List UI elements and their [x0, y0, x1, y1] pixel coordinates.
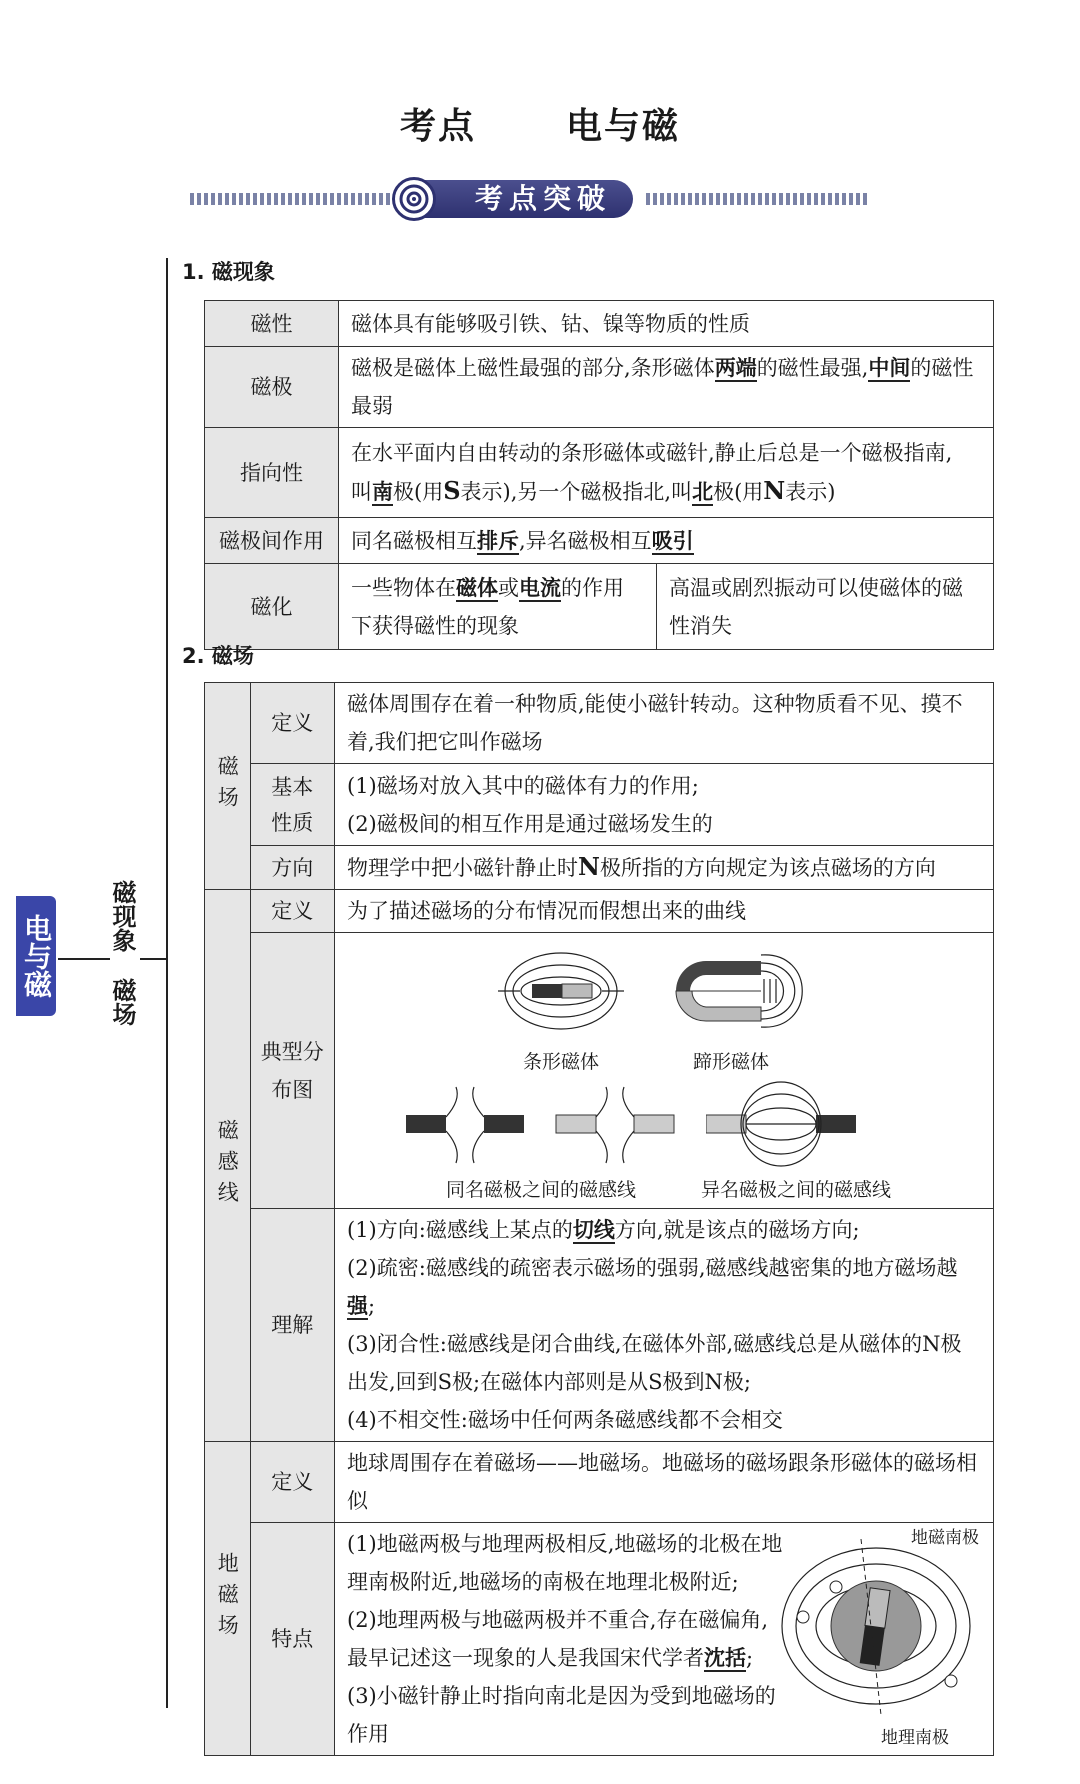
target-icon: [392, 177, 436, 221]
table-row: [205, 764, 994, 846]
table-magnetism: [204, 300, 994, 650]
row-key: 磁化: [205, 564, 339, 650]
row-text: (1)方向:磁感线上某点的切线方向,就是该点的磁场方向; (2)疏密:磁感线的疏密表示磁场的强弱,磁感线越密集的地方磁场越强; (3)闭合性:磁感线是闭合曲线,在磁体外部,磁感线总是从磁体的N极出发,回到S极;在磁体内部则是从S极到N极; (4)不相交性:磁场中任何两条磁感线都不会相交: [335, 1209, 994, 1442]
section1-heading: 1. 磁现象: [182, 260, 275, 284]
table-row: [205, 518, 994, 564]
row-text-right: 高温或剧烈振动可以使磁体的磁性消失: [657, 564, 994, 650]
row-key: 理解: [250, 1209, 334, 1442]
table-row: [205, 347, 994, 428]
like-poles-figure: [406, 1085, 676, 1165]
table-row: [205, 890, 994, 933]
row-text: 磁极是磁体上磁性最强的部分,条形磁体两端的磁性最强,中间的磁性最弱: [339, 347, 994, 428]
table-row: [205, 846, 994, 890]
table-row: [205, 1209, 994, 1442]
connector-line-2: [140, 958, 166, 960]
connector-line: [58, 958, 110, 960]
row-text: 地球周围存在着磁场——地磁场。地磁场的磁场跟条形磁体的磁场相似: [335, 1442, 994, 1523]
caption-unlike-poles: 异名磁极之间的磁感线: [700, 1178, 891, 1201]
row-key: 基本性质: [250, 764, 334, 846]
group-field: 磁场: [205, 683, 251, 890]
page-title: [0, 98, 1080, 149]
row-text-left: 一些物体在磁体或电流的作用 下获得磁性的现象: [339, 564, 657, 650]
row-text: (1)地磁两极与地理两极相反,地磁场的北极在地理南极附近,地磁场的南极在地理北极附近; (2)地理两极与地磁两极并不重合,存在磁偏角,最早记述这一现象的人是我国宋代学者沈括; (3)小磁针静止时指向南北是因为受到地磁场的作用 地磁南极 地理南极: [335, 1523, 994, 1756]
caption-horseshoe: 蹄形磁体: [692, 1050, 769, 1073]
row-text: 在水平面内自由转动的条形磁体或磁针,静止后总是一个磁极指南, 叫南极(用S表示),另一个磁极指北,叫北极(用N表示): [339, 428, 994, 518]
banner-dash-left: [190, 193, 390, 205]
table-row: [205, 564, 994, 650]
group-lines: 磁感线: [205, 890, 251, 1442]
row-text: 磁体具有能够吸引铁、钴、镍等物质的性质: [339, 301, 994, 347]
row-key: 磁极间作用: [205, 518, 339, 564]
brace: [166, 258, 182, 1708]
branch-label-field: 磁场: [108, 978, 136, 1026]
row-text: 同名磁极相互排斥,异名磁极相互吸引: [339, 518, 994, 564]
banner-label: 考点突破: [403, 180, 633, 218]
banner-dash-right: [646, 193, 870, 205]
row-text: 物理学中把小磁针静止时N极所指的方向规定为该点磁场的方向: [335, 846, 994, 890]
unlike-poles-figure: [706, 1081, 856, 1167]
row-key: 定义: [250, 1442, 334, 1523]
field-line-figures: [335, 933, 994, 1209]
table-row: [205, 683, 994, 764]
title-part2: 电与磁: [566, 106, 681, 147]
label-geomagnetic-south: 地磁南极: [911, 1528, 979, 1548]
earth-field-figure: [781, 1531, 981, 1721]
group-earth: 地磁场: [205, 1442, 251, 1756]
table-field: [204, 682, 994, 1756]
horseshoe-magnet-figure: [666, 941, 816, 1041]
table-row: [205, 933, 994, 1209]
side-tag: 电与磁: [16, 896, 56, 1016]
row-text: 为了描述磁场的分布情况而假想出来的曲线: [335, 890, 994, 933]
caption-like-poles: 同名磁极之间的磁感线: [445, 1178, 636, 1201]
caption-bar: 条形磁体: [522, 1050, 599, 1073]
title-part1: 考点: [399, 106, 476, 147]
row-text: 磁体周围存在着一种物质,能使小磁针转动。这种物质看不见、摸不着,我们把它叫作磁场: [335, 683, 994, 764]
section-banner: [190, 180, 870, 218]
table-row: [205, 428, 994, 518]
row-text: (1)磁场对放入其中的磁体有力的作用; (2)磁极间的相互作用是通过磁场发生的: [335, 764, 994, 846]
bar-magnet-figure: [496, 941, 626, 1041]
branch-label-magnetism: 磁现象: [108, 880, 136, 952]
table-row: [205, 1442, 994, 1523]
row-key: 方向: [250, 846, 334, 890]
row-key: 磁性: [205, 301, 339, 347]
table-row: [205, 1523, 994, 1756]
row-key: 磁极: [205, 347, 339, 428]
row-key: 典型分布图: [250, 933, 334, 1209]
row-key: 特点: [250, 1523, 334, 1756]
table-row: [205, 301, 994, 347]
row-key: 定义: [250, 683, 334, 764]
row-key: 指向性: [205, 428, 339, 518]
section2-heading: 2. 磁场: [182, 644, 254, 668]
row-key: 定义: [250, 890, 334, 933]
label-geographic-south: 地理南极: [881, 1728, 949, 1748]
